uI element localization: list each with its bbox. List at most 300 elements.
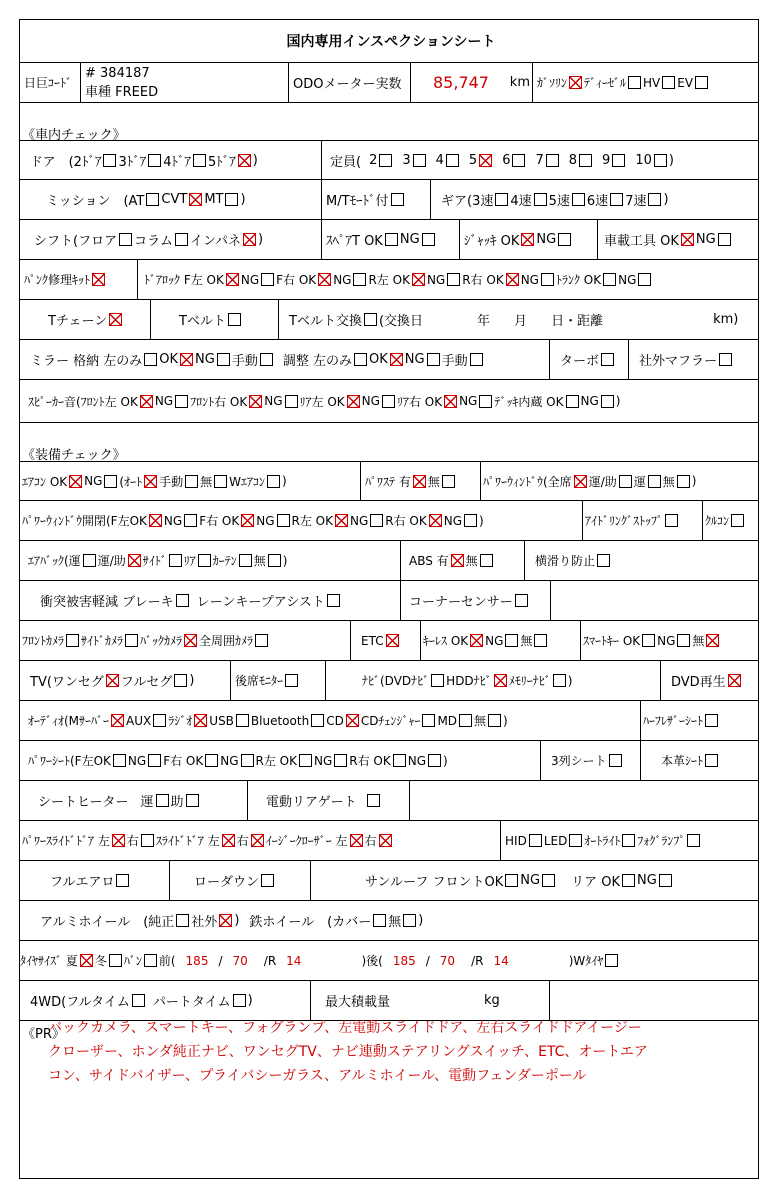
sunroof-front-label: サンルーフ フロントOK — [365, 875, 504, 890]
tchain-checkbox[interactable] — [109, 313, 122, 326]
muffler-checkbox[interactable] — [719, 353, 732, 366]
cap-4-checkbox[interactable] — [446, 154, 459, 167]
abs-label: ABS 有 — [409, 554, 449, 568]
front-camera-checkbox[interactable] — [66, 634, 79, 647]
navi-dvd-checkbox[interactable] — [431, 674, 444, 687]
tbelt-checkbox[interactable] — [228, 313, 241, 326]
tire-rear-width: 185 — [392, 953, 416, 968]
speaker-rl-ok-checkbox[interactable] — [347, 395, 360, 408]
tire-cell — [20, 941, 760, 980]
dvd-play-label: DVD再生 — [671, 675, 726, 690]
pslide-right-label: 右 — [126, 834, 139, 848]
aircon-cell — [20, 462, 361, 500]
airbag-curtain-checkbox[interactable] — [239, 554, 252, 567]
pwo-fl-ng-checkbox[interactable] — [184, 514, 197, 527]
mirror-adjust-ok-checkbox[interactable] — [390, 353, 403, 366]
shift-panel-checkbox[interactable] — [243, 233, 256, 246]
abs-none-label: 無 — [465, 554, 478, 568]
fuel-diesel-checkbox[interactable] — [628, 76, 641, 89]
lights-cell — [501, 821, 760, 860]
brake-checkbox[interactable] — [176, 594, 189, 607]
turbo-cell — [550, 340, 629, 379]
power-seat-cell — [20, 741, 541, 780]
aircon-none-label: 無 — [200, 474, 213, 489]
speaker-deck-ok-checkbox[interactable] — [566, 395, 579, 408]
aircon-ng-checkbox[interactable] — [104, 475, 117, 488]
aircon-w-checkbox[interactable] — [267, 475, 280, 488]
lock-trunk-label: ﾄﾗﾝｸ OK — [555, 273, 602, 287]
idle-stop-checkbox[interactable] — [665, 514, 678, 527]
speaker-deck-label: ﾃﾞｯｷ内蔵 OK — [494, 394, 564, 409]
lock-rr-ng-label: NG — [520, 272, 539, 287]
fuel-ev-checkbox[interactable] — [695, 76, 708, 89]
corner-sensor-checkbox[interactable] — [515, 594, 528, 607]
speaker-rl-ng-checkbox[interactable] — [382, 395, 395, 408]
third-row-checkbox[interactable] — [609, 754, 622, 767]
cap-10-checkbox[interactable] — [654, 154, 667, 167]
cap-3-checkbox[interactable] — [413, 154, 426, 167]
pseat-close: ) — [443, 753, 448, 768]
aero-label: フルエアロ — [50, 875, 115, 890]
autolight-checkbox[interactable] — [622, 834, 635, 847]
puncture-checkbox[interactable] — [92, 273, 105, 286]
keyless-ng-checkbox[interactable] — [505, 634, 518, 647]
steel-cover-label: 鉄ホイール (カバー — [249, 915, 372, 930]
door-4-checkbox[interactable] — [193, 154, 206, 167]
tire-rear-rim: 14 — [493, 953, 509, 968]
shift-cell — [20, 220, 322, 259]
gear-5-label: 5速 — [548, 194, 570, 209]
slide-right-label: 右 — [236, 834, 249, 848]
mirror-fold-ng-label: NG — [195, 352, 215, 367]
antiskid-checkbox[interactable] — [597, 554, 610, 567]
audio-radio-checkbox[interactable] — [194, 714, 207, 727]
fourwd-row — [20, 981, 758, 1021]
pseat-fr-ok-checkbox[interactable] — [205, 754, 218, 767]
mirror-fold-ng-checkbox[interactable] — [217, 353, 230, 366]
spare-ng-checkbox[interactable] — [422, 233, 435, 246]
audio-cd-checkbox[interactable] — [346, 714, 359, 727]
cap-8-checkbox[interactable] — [579, 154, 592, 167]
slide-left-checkbox[interactable] — [222, 834, 235, 847]
lock-trunk-ng-label: NG — [618, 272, 637, 287]
sunroof-cell — [311, 861, 760, 900]
airbag-driver-label: ｴｱﾊﾞｯｸ(運 — [28, 554, 81, 568]
etc-checkbox[interactable] — [386, 634, 399, 647]
muffler-label: 社外マフラー — [639, 354, 718, 369]
door-row — [20, 140, 758, 180]
gear-4-checkbox[interactable] — [534, 193, 547, 206]
pseat-fl-ng-label: NG — [127, 753, 147, 768]
foglamp-checkbox[interactable] — [687, 834, 700, 847]
audio-usb-checkbox[interactable] — [236, 714, 249, 727]
capacity-cell — [322, 141, 760, 179]
speaker-rr-ok-checkbox[interactable] — [444, 395, 457, 408]
gear-5-checkbox[interactable] — [572, 193, 585, 206]
pwo-fl-ok-checkbox[interactable] — [149, 514, 162, 527]
pwo-rr-ok-checkbox[interactable] — [429, 514, 442, 527]
month-label: 月 — [514, 314, 528, 329]
mission-at-checkbox[interactable] — [146, 193, 159, 206]
pslide-right-checkbox[interactable] — [141, 834, 154, 847]
cap-3-label: 3 — [402, 152, 411, 168]
model-name: 車種 FREED — [85, 84, 159, 100]
lock-fl-ok-checkbox[interactable] — [226, 273, 239, 286]
audio-cd-label: CD — [326, 713, 344, 728]
inspection-sheet — [19, 19, 759, 1179]
lock-rr-label: R右 OK — [462, 273, 504, 287]
smartkey-ng-checkbox[interactable] — [677, 634, 690, 647]
abs-yes-checkbox[interactable] — [451, 554, 464, 567]
airbag-rear-checkbox[interactable] — [198, 554, 211, 567]
gear-7-label: 7速 — [625, 194, 647, 209]
mirror-fold-ok-checkbox[interactable] — [180, 353, 193, 366]
spare-ok-checkbox[interactable] — [385, 233, 398, 246]
fuel-gasoline-checkbox[interactable] — [569, 76, 582, 89]
change-date-label: (交換日 — [378, 314, 424, 329]
speaker-fl-ok-checkbox[interactable] — [140, 395, 153, 408]
audio-cell — [20, 701, 641, 740]
pwo-rl-ng-checkbox[interactable] — [370, 514, 383, 527]
heater-cell — [20, 781, 248, 820]
airbag-side-label: ｻｲﾄﾞ — [142, 554, 167, 568]
gear-6-checkbox[interactable] — [610, 193, 623, 206]
alloy-aftermarket-checkbox[interactable] — [219, 914, 232, 927]
airbag-rear-label: ﾘｱ — [183, 554, 196, 568]
audio-none-checkbox[interactable] — [488, 714, 501, 727]
audio-radio-label: ﾗｼﾞｵ — [168, 714, 193, 728]
navi-close: ) — [567, 673, 573, 688]
brake-cell — [20, 581, 401, 620]
abs-none-checkbox[interactable] — [480, 554, 493, 567]
keyless-cell — [421, 621, 581, 660]
speaker-deck-ng-checkbox[interactable] — [601, 395, 614, 408]
airbag-none-checkbox[interactable] — [268, 554, 281, 567]
around-camera-checkbox[interactable] — [255, 634, 268, 647]
pw-none-checkbox[interactable] — [677, 475, 690, 488]
airbag-side-checkbox[interactable] — [169, 554, 182, 567]
navi-memory-checkbox[interactable] — [553, 674, 566, 687]
lane-keep-checkbox[interactable] — [327, 594, 340, 607]
heater-passenger-checkbox[interactable] — [186, 794, 199, 807]
w-tire-label: )Wﾀｲﾔ — [568, 954, 604, 968]
powersteer-label: ﾊﾟﾜｽﾃ 有 — [365, 474, 411, 489]
alloy-aftermarket-label: 社外 — [191, 915, 218, 930]
door-label: ドア (2ﾄﾞｱ — [30, 154, 102, 170]
aircon-ok-label: ｴｱｺﾝ OK — [22, 474, 68, 489]
pseat-rr-ng-checkbox[interactable] — [428, 754, 441, 767]
audio-md-checkbox[interactable] — [459, 714, 472, 727]
mirror-adjust-manual-checkbox[interactable] — [470, 353, 483, 366]
shift-column-checkbox[interactable] — [175, 233, 188, 246]
mirror-cell — [20, 340, 550, 379]
lock-trunk-ng-checkbox[interactable] — [638, 273, 651, 286]
audio-aux-checkbox[interactable] — [153, 714, 166, 727]
aero-checkbox[interactable] — [116, 874, 129, 887]
heater-driver-checkbox[interactable] — [156, 794, 169, 807]
audio-bluetooth-checkbox[interactable] — [311, 714, 324, 727]
pw-driver-pass-checkbox[interactable] — [619, 475, 632, 488]
mission-row — [20, 180, 758, 220]
rear-monitor-checkbox[interactable] — [285, 674, 298, 687]
lock-rl-ng-label: NG — [426, 272, 446, 287]
sunroof-front-ng-label: NG — [520, 873, 541, 888]
pseat-fr-label: F右 OK — [163, 754, 204, 768]
tire-rear-aspect: 70 — [439, 953, 456, 968]
speaker-rl-label: ﾘｱ左 OK — [299, 394, 345, 409]
smartkey-none-checkbox[interactable] — [706, 634, 719, 647]
sunroof-front-ok-checkbox[interactable] — [505, 874, 518, 887]
speaker-deck-ng-label: NG — [580, 394, 599, 408]
closer-right-label: 右 — [364, 834, 377, 848]
audio-mserver-label: ｵｰﾃﾞｨｵ(Mｻｰﾊﾞｰ — [28, 714, 110, 728]
navi-cell — [326, 661, 661, 700]
mirror-adjust-ng-checkbox[interactable] — [427, 353, 440, 366]
jack-ng-checkbox[interactable] — [558, 233, 571, 246]
airbag-driver-checkbox[interactable] — [83, 554, 96, 567]
speaker-rr-ng-label: NG — [459, 394, 478, 408]
sunroof-rear-ng-label: NG — [636, 873, 657, 888]
tv-oneseg-checkbox[interactable] — [106, 674, 119, 687]
led-checkbox[interactable] — [569, 834, 582, 847]
pseat-fl-ok-checkbox[interactable] — [113, 754, 126, 767]
airbag-cell — [20, 541, 401, 580]
pw-driver-checkbox[interactable] — [648, 475, 661, 488]
aircon-w-label: Wｴｱｺﾝ — [229, 474, 266, 489]
slide-right-checkbox[interactable] — [251, 834, 264, 847]
pseat-rr-ok-checkbox[interactable] — [393, 754, 406, 767]
audio-mserver-checkbox[interactable] — [111, 714, 124, 727]
tire-winter-checkbox[interactable] — [109, 954, 122, 967]
tool-ok-checkbox[interactable] — [681, 233, 694, 246]
cruise-checkbox[interactable] — [731, 514, 744, 527]
pseat-fr-ng-checkbox[interactable] — [241, 754, 254, 767]
pw-all-checkbox[interactable] — [574, 475, 587, 488]
pwo-rr-ng-checkbox[interactable] — [464, 514, 477, 527]
power-seat-row — [20, 741, 758, 781]
lock-rr-ng-checkbox[interactable] — [541, 273, 554, 286]
jack-ok-checkbox[interactable] — [521, 233, 534, 246]
steel-cover-checkbox[interactable] — [373, 914, 386, 927]
powersteer-yes-checkbox[interactable] — [413, 475, 426, 488]
tool-ng-checkbox[interactable] — [718, 233, 731, 246]
turbo-checkbox[interactable] — [601, 353, 614, 366]
keyless-none-label: 無 — [520, 634, 533, 648]
mirror-fold-left-checkbox[interactable] — [144, 353, 157, 366]
gear-7-checkbox[interactable] — [648, 193, 661, 206]
audio-cdchanger-checkbox[interactable] — [422, 714, 435, 727]
door-5-label: 5ﾄﾞｱ — [208, 154, 236, 170]
rear-monitor-cell — [231, 661, 326, 700]
rear-gate-label: 電動リアゲート — [266, 795, 357, 810]
hid-checkbox[interactable] — [529, 834, 542, 847]
pwo-fr-ng-checkbox[interactable] — [277, 514, 290, 527]
tire-front-label: 前( — [158, 954, 176, 968]
cap-9-label: 9 — [602, 152, 611, 168]
closer-right-checkbox[interactable] — [379, 834, 392, 847]
smartkey-ok-checkbox[interactable] — [642, 634, 655, 647]
fourwd-part-checkbox[interactable] — [233, 994, 246, 1007]
cap-7-checkbox[interactable] — [546, 154, 559, 167]
fuel-type — [533, 63, 760, 102]
spare-ng-label: NG — [399, 232, 420, 247]
audio-cdchanger-label: CDﾁｪﾝｼﾞｬｰ — [360, 714, 421, 728]
tire-front-rim: 14 — [286, 953, 302, 968]
w-tire-checkbox[interactable] — [605, 954, 618, 967]
speaker-cell — [20, 380, 760, 422]
speaker-rr-label: ﾘｱ右 OK — [396, 394, 443, 409]
pwo-fl-label: ﾊﾟﾜｰｳｨﾝﾄﾞｳ開閉(F左OK — [22, 514, 147, 528]
aero-cell — [20, 861, 170, 900]
stock-number: # 384187 — [85, 65, 150, 81]
mirror-adjust-ng-label: NG — [404, 352, 425, 367]
keyless-ng-label: NG — [485, 633, 504, 648]
door-5-checkbox[interactable] — [238, 154, 251, 167]
sunroof-rear-ng-checkbox[interactable] — [659, 874, 672, 887]
mission-cvt-checkbox[interactable] — [189, 193, 202, 206]
powersteer-none-checkbox[interactable] — [442, 475, 455, 488]
antiskid-cell — [525, 541, 760, 580]
abs-cell — [401, 541, 525, 580]
tbelt-change-checkbox[interactable] — [364, 313, 377, 326]
alloy-close: ) — [234, 913, 240, 928]
camera-row — [20, 621, 758, 661]
speaker-rl-ng-label: NG — [361, 394, 380, 408]
page-title: 国内専用インスペクションシート — [286, 34, 496, 50]
steel-none-checkbox[interactable] — [403, 914, 416, 927]
pwo-fr-ok-checkbox[interactable] — [241, 514, 254, 527]
cap-9-checkbox[interactable] — [612, 154, 625, 167]
back-camera-label: ﾊﾞｯｸｶﾒﾗ — [140, 634, 183, 648]
speaker-fl-ng-label: NG — [154, 394, 174, 408]
mt-mode-checkbox[interactable] — [391, 193, 404, 206]
lock-fr-ng-checkbox[interactable] — [353, 273, 366, 286]
tv-fullseg-checkbox[interactable] — [174, 674, 187, 687]
audio-close: ) — [503, 713, 508, 728]
tire-summer-checkbox[interactable] — [80, 954, 93, 967]
fourwd-full-checkbox[interactable] — [132, 994, 145, 1007]
dvd-play-checkbox[interactable] — [728, 674, 741, 687]
leather-checkbox[interactable] — [705, 754, 718, 767]
cap-2-checkbox[interactable] — [379, 154, 392, 167]
tv-cell — [20, 661, 231, 700]
lock-fl-ng-checkbox[interactable] — [261, 273, 274, 286]
sunroof-front-ng-checkbox[interactable] — [542, 874, 555, 887]
cap-6-checkbox[interactable] — [512, 154, 525, 167]
keyless-none-checkbox[interactable] — [534, 634, 547, 647]
back-camera-checkbox[interactable] — [184, 634, 197, 647]
cap-4-label: 4 — [435, 152, 444, 168]
lock-trunk-ok-checkbox[interactable] — [603, 273, 616, 286]
led-label: LED — [543, 833, 568, 848]
tbelt-change-label: Tベルト交換 — [289, 314, 362, 329]
mission-cell — [20, 180, 322, 219]
sunroof-rear-ok-checkbox[interactable] — [622, 874, 635, 887]
speaker-rr-ng-checkbox[interactable] — [479, 395, 492, 408]
tchain-cell — [20, 300, 151, 339]
pwo-fr-ng-label: NG — [256, 513, 275, 528]
pwo-rl-ok-checkbox[interactable] — [335, 514, 348, 527]
audio-row — [20, 701, 758, 741]
pseat-rr-label: R右 OK — [349, 754, 391, 768]
lock-fr-ok-checkbox[interactable] — [318, 273, 331, 286]
lock-rl-ok-checkbox[interactable] — [412, 273, 425, 286]
audio-md-label: MD — [437, 713, 458, 728]
pseat-rl-ok-checkbox[interactable] — [299, 754, 312, 767]
gear-6-label: 6速 — [586, 194, 609, 209]
front-camera-label: ﾌﾛﾝﾄｶﾒﾗ — [22, 634, 65, 648]
closer-left-checkbox[interactable] — [350, 834, 363, 847]
cap-5-checkbox[interactable] — [479, 154, 492, 167]
shift-floor-checkbox[interactable] — [119, 233, 132, 246]
keyless-ok-checkbox[interactable] — [470, 634, 483, 647]
speaker-fr-ng-checkbox[interactable] — [285, 395, 298, 408]
tbelt-change-cell — [279, 300, 760, 339]
shift-row — [20, 220, 758, 260]
etc-label: ETC — [361, 633, 384, 648]
navi-hdd-label: HDDﾅﾋﾞ — [446, 674, 492, 688]
corner-sensor-label: コーナーセンサー — [409, 595, 513, 610]
aircon-none-checkbox[interactable] — [214, 475, 227, 488]
slide-left-label: ｽﾗｲﾄﾞﾄﾞｱ 左 — [155, 834, 220, 848]
airbag-both-checkbox[interactable] — [128, 554, 141, 567]
pseat-fl-ng-checkbox[interactable] — [148, 754, 161, 767]
lowdown-checkbox[interactable] — [261, 874, 274, 887]
pwo-rr-ng-label: NG — [443, 513, 463, 528]
mission-mt-checkbox[interactable] — [225, 193, 238, 206]
lock-rr-ok-checkbox[interactable] — [506, 273, 519, 286]
mirror-adjust-left-checkbox[interactable] — [354, 353, 367, 366]
powersteer-none-label: 無 — [427, 474, 440, 489]
aircon-ok-checkbox[interactable] — [69, 475, 82, 488]
aircon-auto-checkbox[interactable] — [144, 475, 157, 488]
speaker-row — [20, 380, 758, 423]
tbelt-label: Tベルト — [179, 314, 226, 329]
aircon-close: ) — [282, 474, 287, 488]
gear-3-checkbox[interactable] — [495, 193, 508, 206]
smartkey-ng-label: NG — [657, 633, 676, 648]
pseat-rr-ng-label: NG — [407, 753, 427, 768]
door-3-checkbox[interactable] — [148, 154, 161, 167]
tire-front-width: 185 — [185, 953, 209, 968]
fourwd-part-label: パートタイム — [152, 995, 231, 1010]
audio-aux-label: AUX — [126, 713, 152, 728]
side-camera-label: ｻｲﾄﾞｶﾒﾗ — [81, 634, 124, 648]
pseat-rl-ng-checkbox[interactable] — [334, 754, 347, 767]
tool-ok-label: 車載工具 OK — [604, 234, 679, 249]
pw-none-label: 無 — [662, 474, 675, 489]
pslide-left-checkbox[interactable] — [112, 834, 125, 847]
lock-rl-ng-checkbox[interactable] — [447, 273, 460, 286]
jack-ng-label: NG — [536, 232, 557, 247]
speaker-fr-ng-label: NG — [264, 394, 283, 408]
navi-hdd-checkbox[interactable] — [494, 674, 507, 687]
aircon-manual-checkbox[interactable] — [185, 475, 198, 488]
side-camera-checkbox[interactable] — [125, 634, 138, 647]
tire-van-checkbox[interactable] — [144, 954, 157, 967]
pwo-fl-ng-label: NG — [163, 513, 183, 528]
fuel-hv-checkbox[interactable] — [662, 76, 675, 89]
alloy-genuine-checkbox[interactable] — [176, 914, 189, 927]
mirror-fold-manual-checkbox[interactable] — [260, 353, 273, 366]
half-leather-checkbox[interactable] — [705, 714, 718, 727]
door-2-checkbox[interactable] — [103, 154, 116, 167]
heater-row — [20, 781, 758, 821]
brake-label: 衝突被害軽減 ブレーキ — [40, 595, 174, 610]
speaker-fr-ok-checkbox[interactable] — [249, 395, 262, 408]
rear-gate-checkbox[interactable] — [367, 794, 380, 807]
speaker-fl-ng-checkbox[interactable] — [175, 395, 188, 408]
